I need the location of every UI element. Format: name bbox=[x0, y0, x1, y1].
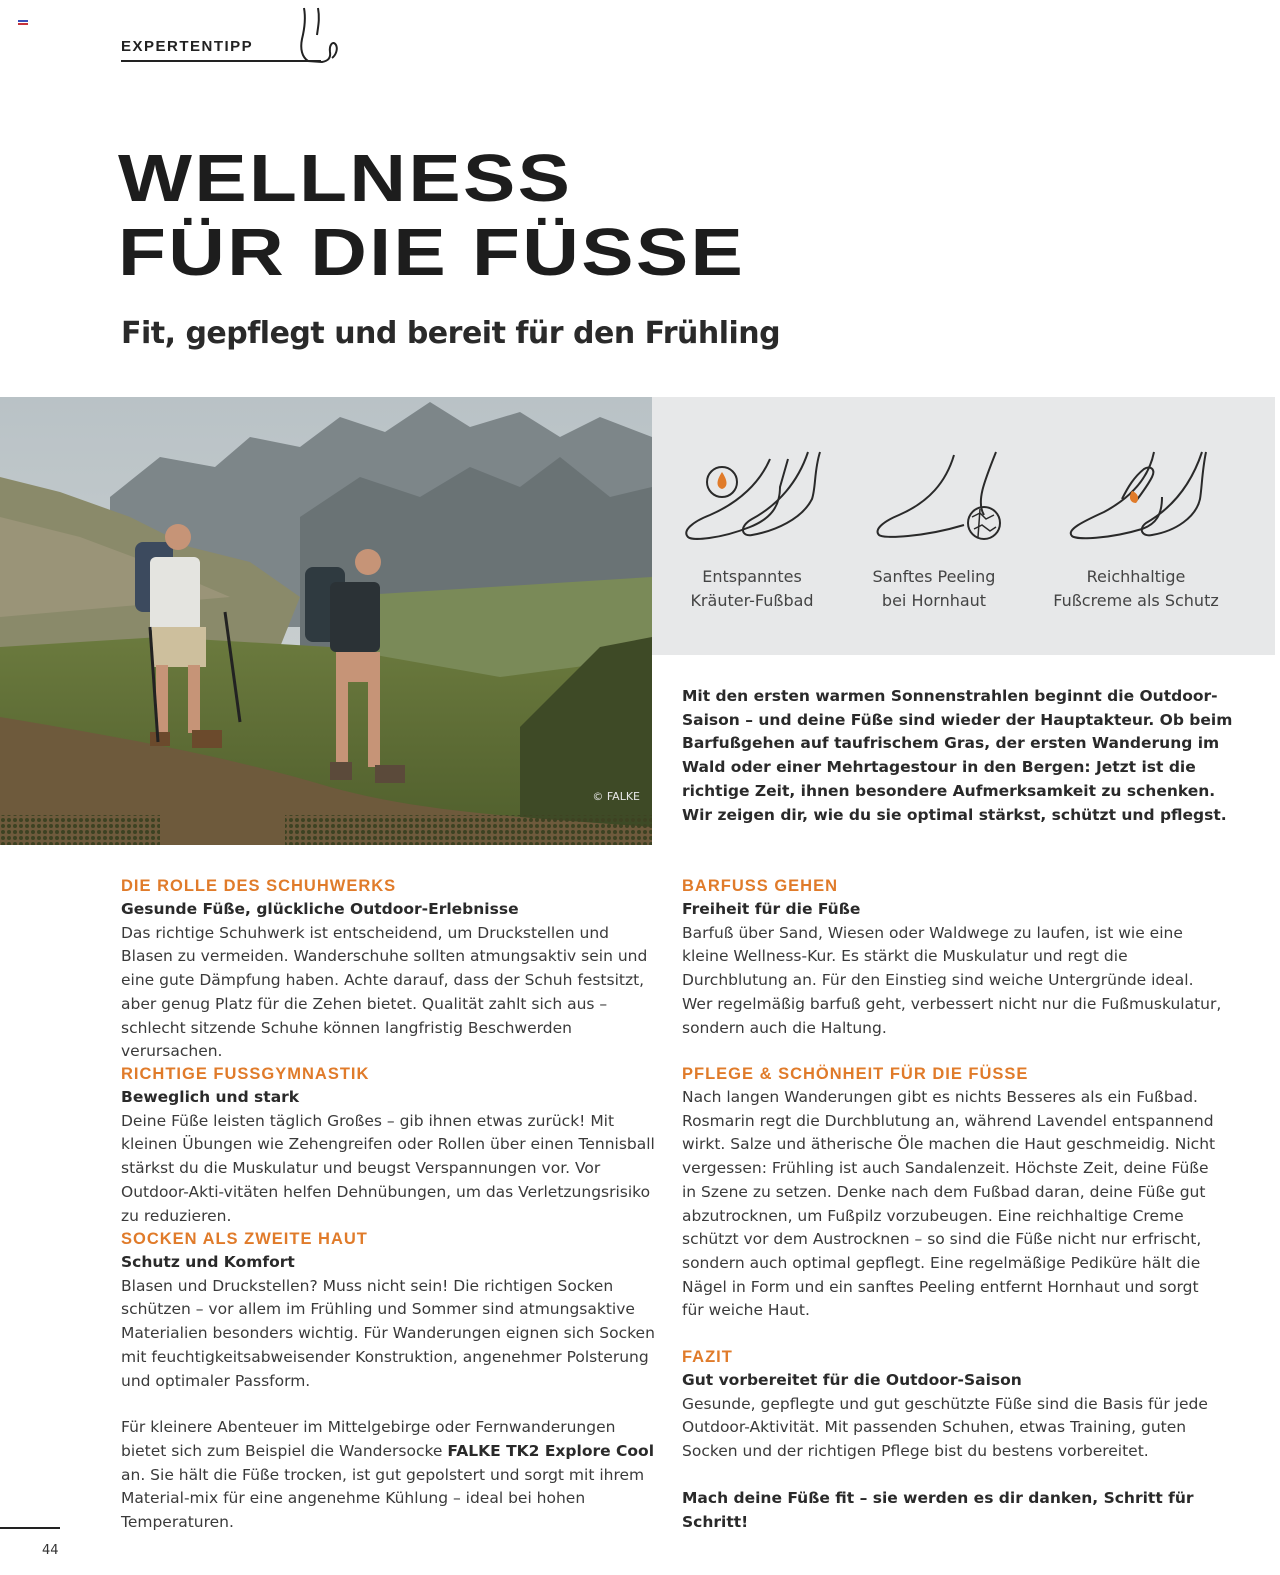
section-kicker: EXPERTENTIPP bbox=[121, 38, 254, 55]
product-name: FALKE TK2 Explore Cool bbox=[447, 1441, 655, 1460]
section-body: Deine Füße leisten täglich Großes – gib ihnen etwas zurück! Mit kleinen Übungen wie Zehengreifen oder Rollen über einen Tennisball stärkst du die Muskulatur und beugst Verspannungen vor. Vor Outdoor-Akti-vitäten helfen Dehnübungen, um das Verletzungsrisiko zu reduzieren. bbox=[121, 1111, 655, 1225]
page-number: 44 bbox=[42, 1543, 59, 1558]
closing-line: Mach deine Füße fit – sie werden es dir danken, Schritt für Schritt! bbox=[682, 1488, 1194, 1531]
section-socks bbox=[121, 1227, 661, 1535]
foot-cream-icon bbox=[1064, 447, 1209, 547]
foot-bath-icon bbox=[680, 447, 825, 547]
section-barefoot bbox=[682, 874, 1222, 1040]
section-subheading: Schutz und Komfort bbox=[121, 1253, 295, 1271]
section-gymnastics bbox=[121, 1062, 661, 1228]
care-tips-panel bbox=[652, 397, 1275, 655]
article-subtitle: Fit, gepflegt und bereit für den Frühling bbox=[121, 316, 781, 351]
section-subheading: Beweglich und stark bbox=[121, 1088, 300, 1106]
section-body: Gesunde, gepflegte und gut geschützte Füße sind die Basis für jede Outdoor-Aktivität. Mit passenden Schuhen, etwas Training, guten Socken und der richtigen Pflege bist du bestens vorbereitet. bbox=[682, 1394, 1208, 1461]
section-heading: PFLEGE & SCHÖNHEIT FÜR DIE FÜSSE bbox=[682, 1065, 1029, 1083]
tip-cream bbox=[1036, 565, 1236, 613]
title-line-1: WELLNESS bbox=[118, 141, 573, 216]
product-text-post: an. Sie hält die Füße trocken, ist gut gepolstert und sorgt mit ihrem Material-mix für eine angenehme Kühlung – ideal bei hohen Temperaturen. bbox=[121, 1465, 645, 1532]
section-subheading: Gut vorbereitet für die Outdoor-Saison bbox=[682, 1371, 1022, 1389]
hikers-photo bbox=[0, 397, 652, 845]
product-text-pre: Für kleinere Abenteuer im Mittelgebirge oder Fernwanderungen bietet sich zum Beispiel die Wandersocke bbox=[121, 1418, 616, 1460]
section-subheading: Gesunde Füße, glückliche Outdoor-Erlebnisse bbox=[121, 900, 519, 918]
footer-rule bbox=[0, 1527, 60, 1529]
tip-foot-bath-line2: Kräuter-Fußbad bbox=[690, 591, 814, 610]
foot-outline-icon bbox=[298, 5, 340, 65]
section-heading: FAZIT bbox=[682, 1348, 733, 1366]
photo-credit: © FALKE bbox=[592, 790, 640, 803]
section-heading: DIE ROLLE DES SCHUHWERKS bbox=[121, 877, 397, 895]
section-body: Barfuß über Sand, Wiesen oder Waldwege zu laufen, ist wie eine kleine Wellness-Kur. Es stärkt die Muskulatur und regt die Durchblutung an. Für den Einstieg sind weiche Untergründe ideal. Wer regelmäßig barfuß geht, verbessert nicht nur die Fußmuskulatur, sondern auch die Haltung. bbox=[682, 923, 1222, 1037]
section-footwear bbox=[121, 874, 661, 1064]
kicker-underline bbox=[121, 60, 321, 62]
section-heading: BARFUSS GEHEN bbox=[682, 877, 839, 895]
article-title bbox=[118, 142, 745, 290]
title-line-2: FÜR DIE FÜSSE bbox=[118, 215, 746, 290]
section-heading: SOCKEN ALS ZWEITE HAUT bbox=[121, 1230, 368, 1248]
section-body: Nach langen Wanderungen gibt es nichts Besseres als ein Fußbad. Rosmarin regt die Durchblutung an, während Lavendel entspannend wirkt. Salze und ätherische Öle machen die Haut geschmeidig. Nicht vergessen: Frühling ist auch Sandalenzeit. Höchste Zeit, deine Füße in Szene zu setzen. Denke nach dem Fußbad daran, deine Füße gut abzutrocknen, um Fußpilz vorzubeugen. Eine reichhaltige Creme schützt vor dem Austrocknen – so sind die Füße nicht nur erfrischt, sondern auch optimal gepflegt. Eine regelmäßige Pediküre hält die Nägel in Form und ein sanftes Peeling entfernt Hornhaut und sorgt für weiche Haut. bbox=[682, 1088, 1216, 1320]
section-care bbox=[682, 1062, 1222, 1323]
section-body: Blasen und Druckstellen? Muss nicht sein! Die richtigen Socken schützen – vor allem im Frühling und Sommer sind atmungsaktive Materialien besonders wichtig. Für Wanderungen eignen sich Socken mit feuchtigkeitsabweisender Konstruktion, angenehmer Polsterung und optimaler Passform. bbox=[121, 1276, 655, 1390]
article-intro: Mit den ersten warmen Sonnenstrahlen beginnt die Outdoor-Saison – und deine Füße sind wieder der Hauptakteur. Ob beim Barfußgehen auf taufrischem Gras, der ersten Wanderung im Wald oder einer Mehrtagestour in den Bergen: Jetzt ist die richtige Zeit, ihnen besondere Aufmerksamkeit zu schenken. Wir zeigen dir, wie du sie optimal stärkst, schützt und pflegst. bbox=[682, 687, 1233, 824]
tip-peeling-line2: bei Hornhaut bbox=[881, 591, 987, 610]
section-conclusion bbox=[682, 1345, 1222, 1534]
tip-cream-line2: Fußcreme als Schutz bbox=[1053, 591, 1219, 610]
section-subheading: Freiheit für die Füße bbox=[682, 900, 861, 918]
tip-foot-bath bbox=[652, 565, 852, 613]
tip-peeling-line1: Sanftes Peeling bbox=[872, 567, 996, 586]
flag-icon bbox=[18, 20, 28, 25]
section-body: Das richtige Schuhwerk ist entscheidend, um Druckstellen und Blasen zu vermeiden. Wanderschuhe sollten atmungsaktiv sein und eine gute Dämpfung haben. Achte darauf, dass der Schuh festsitzt, aber genug Platz für die Zehen bietet. Qualität zahlt sich aus – schlecht sitzende Schuhe können langfristig Beschwerden verursachen. bbox=[121, 923, 648, 1061]
section-heading: RICHTIGE FUSSGYMNASTIK bbox=[121, 1065, 370, 1083]
section-body-product bbox=[121, 1416, 661, 1535]
tip-peeling bbox=[834, 565, 1034, 613]
tip-cream-line1: Reichhaltige bbox=[1086, 567, 1186, 586]
tip-foot-bath-line1: Entspanntes bbox=[702, 567, 802, 586]
foot-peeling-icon bbox=[874, 447, 1009, 547]
